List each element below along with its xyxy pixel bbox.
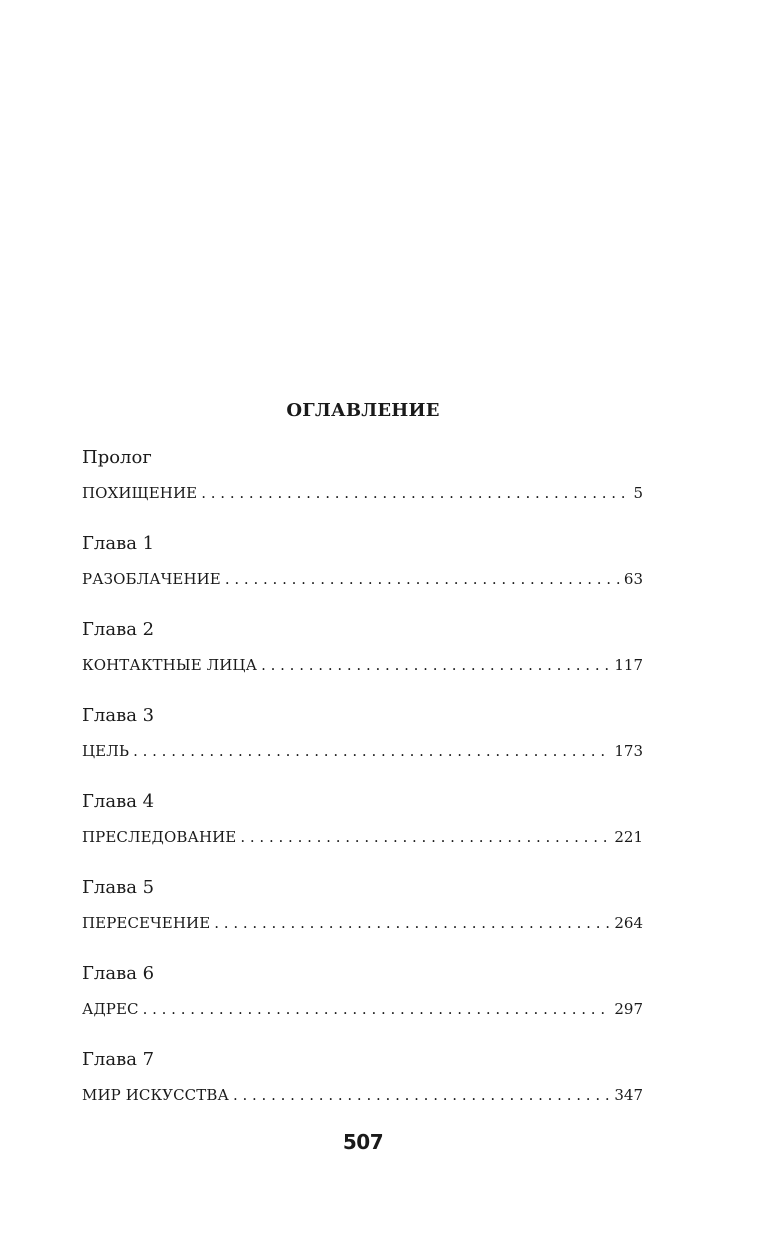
toc-entry-chapter-3 [82,704,643,790]
entry-line[interactable] [82,912,643,934]
entry-line[interactable] [82,568,643,590]
entry-line[interactable] [82,998,643,1020]
toc-entry-chapter-5 [82,876,643,962]
entry-title: МИР ИСКУССТВА [82,1086,229,1104]
part-label: Глава 1 [82,533,155,554]
dot-leader [143,998,611,1020]
page-folio: 507 [342,1130,384,1154]
page-number: 264 [614,914,643,932]
page-number: 347 [614,1086,643,1104]
entry-title: ЦЕЛЬ [82,742,130,760]
part-label: Глава 2 [82,619,155,640]
part-label: Глава 7 [82,1049,155,1070]
entry-line[interactable] [82,482,643,504]
entry-title: ПРЕСЛЕДОВАНИЕ [82,828,237,846]
entry-title: ПОХИЩЕНИЕ [82,484,198,502]
entry-title: АДРЕС [82,1000,139,1018]
page-number: 221 [614,828,643,846]
page-number: 63 [623,570,643,588]
dot-leader [240,826,610,848]
dot-leader [133,740,610,762]
entry-title: РАЗОБЛАЧЕНИЕ [82,570,221,588]
page-number: 117 [614,656,643,674]
dot-leader [261,654,610,676]
entry-title: ПЕРЕСЕЧЕНИЕ [82,914,211,932]
toc-entry-prologue [82,446,643,532]
part-label: Глава 5 [82,877,155,898]
toc-entry-chapter-2 [82,618,643,704]
dot-leader [201,482,629,504]
part-label: Глава 6 [82,963,155,984]
entry-line[interactable] [82,1084,643,1106]
dot-leader [233,1084,610,1106]
entry-line[interactable] [82,826,643,848]
table-of-contents [82,446,643,1134]
part-label: Пролог [82,447,152,468]
page-number: 173 [614,742,643,760]
part-label: Глава 4 [82,791,155,812]
entry-line[interactable] [82,654,643,676]
part-label: Глава 3 [82,705,155,726]
toc-entry-chapter-4 [82,790,643,876]
toc-entry-chapter-6 [82,962,643,1048]
dot-leader [214,912,610,934]
toc-entry-chapter-7 [82,1048,643,1134]
entry-line[interactable] [82,740,643,762]
entry-title: КОНТАКТНЫЕ ЛИЦА [82,656,258,674]
toc-entry-chapter-1 [82,532,643,618]
page-number: 5 [633,484,643,502]
dot-leader [225,568,620,590]
page-number: 297 [614,1000,643,1018]
page-title: ОГЛАВЛЕНИЕ [286,400,440,421]
